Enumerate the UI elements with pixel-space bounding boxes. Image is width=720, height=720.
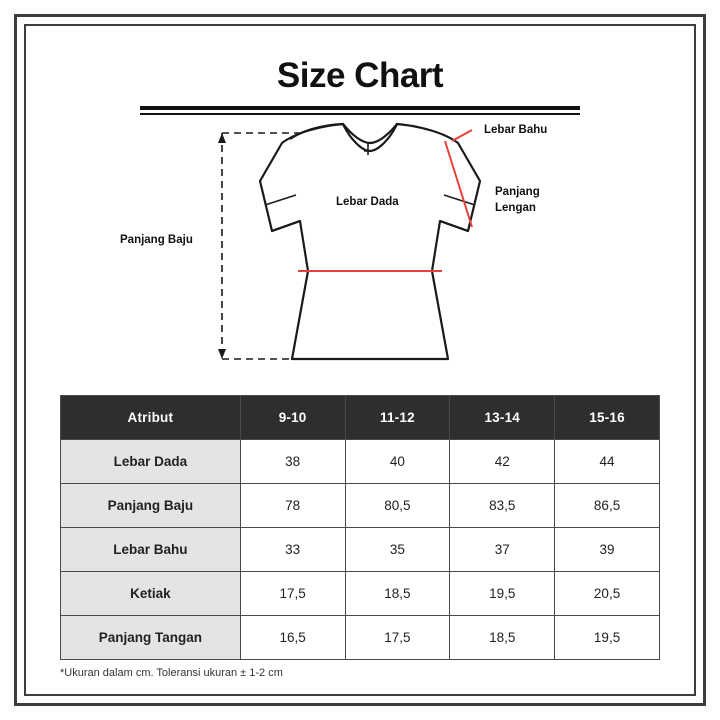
cell-value: 80,5 <box>345 484 450 528</box>
title-divider <box>140 106 580 115</box>
cell-value: 16,5 <box>240 616 345 660</box>
cell-value: 19,5 <box>450 572 555 616</box>
cell-value: 20,5 <box>555 572 660 616</box>
content-area <box>40 40 680 680</box>
row-attribute: Ketiak <box>61 572 241 616</box>
garment-illustration <box>40 121 680 391</box>
table-row <box>61 572 660 616</box>
header-attribute: Atribut <box>61 396 241 440</box>
header-size-2: 11-12 <box>345 396 450 440</box>
cell-value: 18,5 <box>450 616 555 660</box>
label-lebar-dada: Lebar Dada <box>336 196 399 208</box>
cell-value: 38 <box>240 440 345 484</box>
cell-value: 33 <box>240 528 345 572</box>
cell-value: 35 <box>345 528 450 572</box>
page-title: Size Chart <box>276 56 444 95</box>
table-row <box>61 616 660 660</box>
size-table-wrapper <box>60 395 660 660</box>
cell-value: 37 <box>450 528 555 572</box>
header-size-3: 13-14 <box>450 396 555 440</box>
cell-value: 44 <box>555 440 660 484</box>
cell-value: 78 <box>240 484 345 528</box>
cell-value: 39 <box>555 528 660 572</box>
cell-value: 83,5 <box>450 484 555 528</box>
row-attribute: Panjang Tangan <box>61 616 241 660</box>
table-row <box>61 528 660 572</box>
label-panjang-lengan-line2: Lengan <box>495 202 536 214</box>
row-attribute: Lebar Dada <box>61 440 241 484</box>
label-lebar-bahu: Lebar Bahu <box>484 124 548 136</box>
cell-value: 17,5 <box>240 572 345 616</box>
cell-value: 42 <box>450 440 555 484</box>
cell-value: 86,5 <box>555 484 660 528</box>
label-panjang-lengan-line1: Panjang <box>495 186 540 198</box>
cell-value: 17,5 <box>345 616 450 660</box>
table-header-row <box>61 396 660 440</box>
header-size-1: 9-10 <box>240 396 345 440</box>
label-panjang-baju: Panjang Baju <box>120 234 193 246</box>
cell-value: 40 <box>345 440 450 484</box>
table-row <box>61 484 660 528</box>
measurement-note: *Ukuran dalam cm. Toleransi ukuran ± 1-2 cm <box>60 667 283 679</box>
row-attribute: Lebar Bahu <box>61 528 241 572</box>
cell-value: 18,5 <box>345 572 450 616</box>
row-attribute: Panjang Baju <box>61 484 241 528</box>
cell-value: 19,5 <box>555 616 660 660</box>
size-table <box>60 395 660 660</box>
header-size-4: 15-16 <box>555 396 660 440</box>
table-row <box>61 440 660 484</box>
